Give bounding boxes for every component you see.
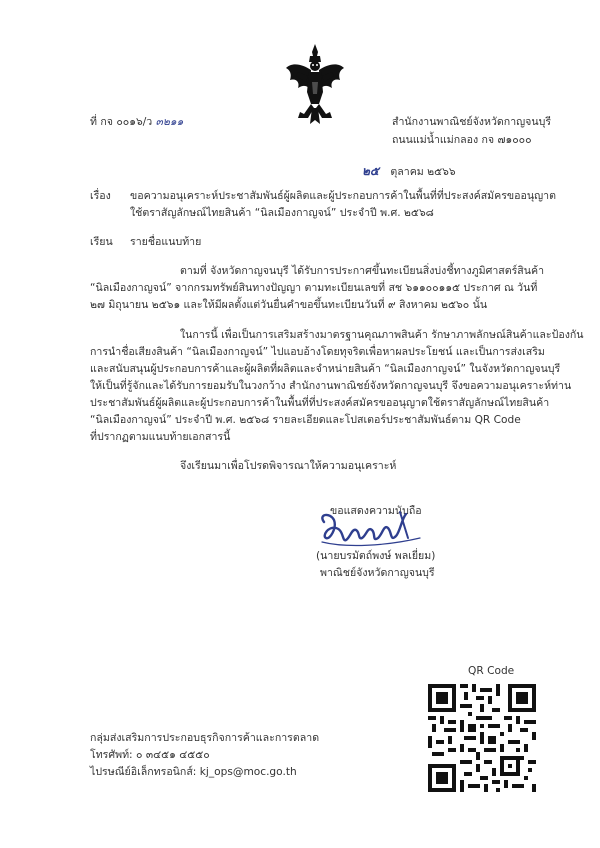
paragraph-2-line-2: การนำชื่อเสียงสินค้า “นิลเมืองกาญจน์” ไปแอบอ้างโดยทุจริตเพื่อหาผลประโยชน์ และเป็นการส่งเสริม	[90, 346, 545, 358]
paragraph-2-line-1: ในการนี้ เพื่อเป็นการเสริมสร้างมาตรฐานคุณภาพสินค้า รักษาภาพลักษณ์สินค้าและป้องกัน	[180, 329, 584, 341]
office-name: สำนักงานพาณิชย์จังหวัดกาญจนบุรี	[392, 116, 552, 128]
footer-phone: โทรศัพท์: ๐ ๓๔๕๑ ๔๕๕๐	[90, 749, 210, 761]
subject-line-2: ใช้ตราสัญลักษณ์ไทยสินค้า “นิลเมืองกาญจน์” ประจำปี พ.ศ. ๒๕๖๘	[130, 207, 434, 219]
date-day-handwritten: ๒๕	[362, 164, 379, 178]
paragraph-2-line-7: ที่ปรากฏตามแนบท้ายเอกสารนี้	[90, 431, 231, 443]
reference-prefix: ที่ กจ ๐๐๑๖/ว	[90, 116, 153, 128]
paragraph-2-line-3: และสนับสนุนผู้ประกอบการค้าและผู้ผลิตที่ผลิตและจำหน่ายสินค้า “นิลเมืองกาญจน์” ในจังหวัดกาญจนบุรี	[90, 363, 561, 375]
signature-image	[316, 508, 426, 548]
footer-email[interactable]: ไปรษณีย์อิเล็กทรอนิกส์: kj_ops@moc.go.th	[90, 766, 297, 778]
footer-department: กลุ่มส่งเสริมการประกอบธุรกิจการค้าและการตลาด	[90, 732, 320, 744]
reference-handwritten-number: ๓๒๑๑	[155, 116, 184, 128]
recipient-text: รายชื่อแนบท้าย	[130, 236, 202, 248]
respect-closing: ขอแสดงความนับถือ	[330, 505, 422, 517]
signer-title: พาณิชย์จังหวัดกาญจนบุรี	[320, 567, 435, 579]
date-month-year: ตุลาคม ๒๕๖๖	[390, 166, 456, 178]
paragraph-1-line-3: ๒๗ มิถุนายน ๒๕๖๑ และให้มีผลตั้งแต่วันยื่นคำขอขึ้นทะเบียนวันที่ ๙ สิงหาคม ๒๕๖๐ นั้น	[90, 299, 488, 311]
closing-paragraph: จึงเรียนมาเพื่อโปรดพิจารณาให้ความอนุเคราะห์	[180, 460, 397, 472]
paragraph-1-line-1: ตามที่ จังหวัดกาญจนบุรี ได้รับการประกาศขึ้นทะเบียนสิ่งบ่งชี้ทางภูมิศาสตร์สินค้า	[180, 265, 545, 277]
paragraph-1-line-2: “นิลเมืองกาญจน์” จากกรมทรัพย์สินทางปัญญา ตามทะเบียนเลขที่ สช ๖๑๑๐๐๑๑๕ ประกาศ ณ วันที่	[90, 282, 538, 294]
letter-date	[362, 162, 456, 181]
paragraph-2-line-5: ประชาสัมพันธ์ผู้ผลิตและผู้ประกอบการค้าในพื้นที่ที่ประสงค์สมัครขออนุญาตใช้ตราสัญลักษณ์ไทยสินค้า	[90, 397, 550, 409]
qr-code-label: QR Code	[468, 665, 515, 677]
signer-name: (นายบรมัตถ์พงษ์ พลเยี่ยม)	[316, 550, 436, 562]
office-address: ถนนแม่น้ำแม่กลอง กจ ๗๑๐๐๐	[392, 134, 532, 146]
qr-code-icon[interactable]	[428, 684, 536, 792]
recipient-label: เรียน	[90, 236, 113, 248]
paragraph-2-line-6: “นิลเมืองกาญจน์” ประจำปี พ.ศ. ๒๕๖๘ รายละเอียดและโปสเตอร์ประชาสัมพันธ์ตาม QR Code	[90, 414, 521, 426]
reference-number	[90, 113, 183, 130]
subject-label: เรื่อง	[90, 190, 111, 202]
subject-line-1: ขอความอนุเคราะห์ประชาสัมพันธ์ผู้ผลิตและผู้ประกอบการค้าในพื้นที่ที่ประสงค์สมัครขออนุญาต	[130, 190, 557, 202]
paragraph-2-line-4: ให้เป็นที่รู้จักและได้รับการยอมรับในวงกว้าง สำนักงานพาณิชย์จังหวัดกาญจนบุรี จึงขอความอนุเคราะห์ท่าน	[90, 380, 572, 392]
garuda-emblem-icon	[284, 42, 346, 126]
